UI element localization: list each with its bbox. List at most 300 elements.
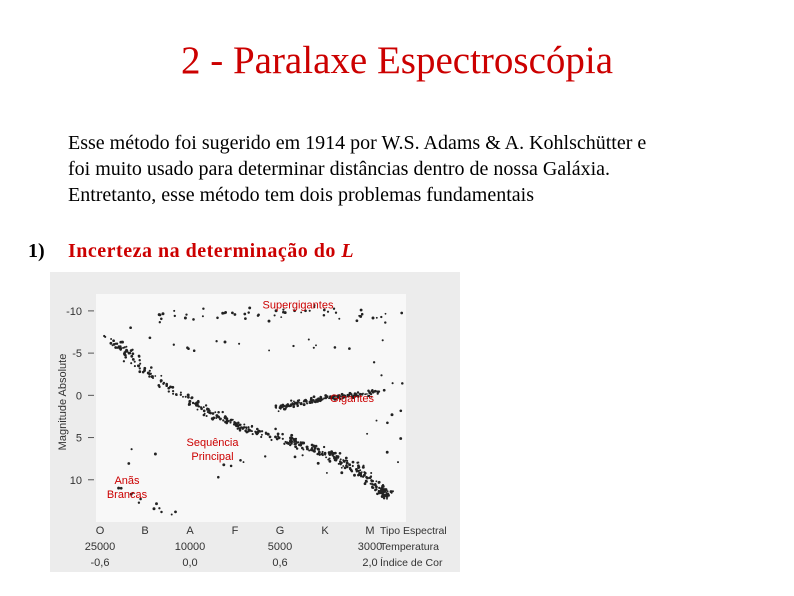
star-point-giants (288, 405, 290, 407)
star-point-main-sequence (261, 430, 263, 432)
star-point-main-sequence (384, 488, 386, 490)
star-point-main-sequence (172, 393, 174, 395)
temperature-label: 10000 (174, 541, 206, 553)
star-point-main-sequence (134, 361, 136, 363)
star-point-scattered (386, 451, 389, 454)
star-point-main-sequence (371, 480, 373, 482)
star-point-main-sequence (205, 404, 207, 406)
star-point-main-sequence (158, 386, 160, 388)
star-point-main-sequence (260, 436, 262, 438)
star-point-main-sequence (378, 482, 380, 484)
star-point-scattered (380, 374, 382, 376)
star-point-main-sequence (191, 396, 194, 399)
star-point-main-sequence (282, 438, 284, 440)
spectral-class-label: M (365, 525, 375, 537)
star-point-main-sequence (310, 449, 313, 452)
star-point-main-sequence (306, 447, 309, 450)
star-point-main-sequence (206, 408, 208, 410)
star-point-scattered (334, 346, 337, 349)
star-point-main-sequence (180, 391, 182, 393)
star-point-supergiants (192, 318, 195, 321)
star-point-main-sequence (383, 497, 385, 499)
star-point-giants (313, 395, 316, 398)
star-point-main-sequence (319, 454, 321, 456)
star-point-main-sequence (376, 493, 379, 496)
star-point-main-sequence (147, 372, 150, 375)
star-point-main-sequence (364, 482, 367, 485)
spectral-class-label: O (95, 525, 105, 537)
star-point-main-sequence (357, 466, 360, 469)
star-point-main-sequence (339, 452, 342, 455)
star-point-main-sequence (341, 467, 343, 469)
plot-area (96, 294, 406, 522)
star-point-main-sequence (296, 447, 298, 449)
star-point-main-sequence (287, 442, 289, 444)
y-axis-ticks (66, 306, 94, 487)
star-point-scattered (313, 347, 315, 349)
star-point-supergiants (400, 312, 403, 315)
star-point-main-sequence (222, 419, 224, 421)
star-point-main-sequence (317, 448, 320, 451)
star-point-scattered (222, 463, 225, 466)
star-point-white-dwarfs (138, 502, 140, 504)
star-point-main-sequence (197, 409, 199, 411)
star-point-main-sequence (203, 410, 206, 413)
star-point-main-sequence (356, 470, 358, 472)
star-point-scattered (224, 341, 227, 344)
star-point-main-sequence (171, 386, 174, 389)
star-point-main-sequence (328, 460, 331, 463)
star-point-main-sequence (112, 339, 115, 342)
star-point-main-sequence (192, 402, 194, 404)
star-point-giants (280, 406, 283, 409)
star-point-main-sequence (138, 355, 141, 358)
star-point-scattered (149, 336, 152, 339)
list-item-number: 1) (28, 240, 45, 262)
star-point-main-sequence (128, 352, 131, 355)
star-point-main-sequence (104, 336, 106, 338)
temperature-label: 25000 (84, 541, 116, 553)
star-point-supergiants (202, 307, 204, 309)
spectral-class-label: A (186, 525, 194, 537)
star-point-main-sequence (132, 352, 135, 355)
star-point-giants (296, 405, 299, 408)
star-point-main-sequence (209, 412, 211, 414)
star-point-main-sequence (246, 431, 249, 434)
star-point-main-sequence (233, 423, 236, 426)
star-point-main-sequence (370, 472, 372, 474)
star-point-main-sequence (295, 443, 297, 445)
star-point-supergiants (360, 309, 363, 312)
y-tick-label: 5 (75, 432, 82, 445)
region-label: Anãs (114, 475, 140, 487)
star-point-main-sequence (345, 457, 348, 460)
star-point-supergiants (338, 318, 340, 320)
star-point-main-sequence (362, 465, 364, 467)
star-point-main-sequence (349, 467, 352, 470)
star-point-main-sequence (115, 343, 117, 345)
list-item-label: Incerteza na determinação do (68, 240, 342, 262)
star-point-scattered (376, 420, 378, 422)
spectral-class-label: K (321, 525, 329, 537)
star-point-scattered (193, 349, 196, 352)
star-point-supergiants (356, 319, 359, 322)
star-point-giants (325, 397, 327, 399)
star-point-giants (322, 398, 324, 400)
star-point-main-sequence (344, 467, 347, 470)
star-point-giants (374, 390, 376, 392)
star-point-main-sequence (114, 346, 117, 349)
star-point-supergiants (173, 310, 175, 312)
star-point-main-sequence (230, 419, 232, 421)
star-point-main-sequence (323, 446, 325, 448)
star-point-main-sequence (289, 437, 291, 439)
x-axis-row-title: Tipo Espectral (380, 525, 447, 537)
star-point-main-sequence (130, 355, 133, 358)
star-point-giants (298, 399, 300, 401)
star-point-supergiants (358, 315, 360, 317)
star-point-scattered (121, 341, 124, 344)
star-point-giants (303, 403, 306, 406)
star-point-supergiants (243, 313, 246, 316)
star-point-scattered (348, 347, 351, 350)
star-point-main-sequence (339, 460, 341, 462)
star-point-main-sequence (387, 493, 390, 496)
star-point-giants (292, 405, 295, 408)
star-point-scattered (373, 361, 375, 363)
star-point-scattered (326, 472, 328, 474)
star-point-main-sequence (188, 402, 191, 405)
star-point-main-sequence (152, 375, 154, 377)
star-point-main-sequence (276, 437, 279, 440)
star-point-scattered (154, 453, 157, 456)
star-point-scattered (215, 340, 217, 342)
intro-paragraph (68, 130, 780, 208)
star-point-main-sequence (175, 393, 178, 396)
star-point-main-sequence (257, 432, 259, 434)
star-point-main-sequence (367, 477, 369, 479)
star-point-main-sequence (380, 489, 383, 492)
star-point-main-sequence (134, 365, 136, 367)
star-point-supergiants (380, 316, 382, 318)
star-point-main-sequence (203, 406, 205, 408)
star-point-main-sequence (215, 417, 217, 419)
star-point-giants (309, 401, 312, 404)
star-point-main-sequence (200, 406, 202, 408)
star-point-main-sequence (369, 477, 372, 480)
y-tick-label: -10 (66, 305, 82, 318)
star-point-main-sequence (337, 455, 340, 458)
star-point-main-sequence (236, 423, 238, 425)
star-point-main-sequence (386, 498, 388, 500)
star-point-supergiants (160, 318, 163, 321)
y-tick-label: 0 (75, 390, 82, 403)
star-point-giants (293, 401, 295, 403)
star-point-main-sequence (378, 487, 380, 489)
color-index-label: 0,6 (272, 557, 288, 569)
temperature-label: 3000 (357, 541, 383, 553)
star-point-main-sequence (353, 474, 356, 477)
star-point-main-sequence (137, 365, 139, 367)
star-point-main-sequence (165, 383, 168, 386)
star-point-main-sequence (321, 453, 323, 455)
star-point-scattered (382, 339, 384, 341)
star-point-main-sequence (242, 426, 244, 428)
star-point-main-sequence (334, 459, 336, 461)
star-point-scattered (294, 456, 297, 459)
star-point-white-dwarfs (158, 507, 160, 509)
star-point-main-sequence (372, 484, 374, 486)
star-point-main-sequence (290, 434, 293, 437)
star-point-supergiants (372, 317, 375, 320)
star-point-giants (324, 394, 327, 397)
star-point-main-sequence (348, 463, 351, 466)
star-point-main-sequence (375, 480, 377, 482)
star-point-scattered (131, 349, 133, 351)
star-point-main-sequence (226, 420, 229, 423)
star-point-main-sequence (211, 417, 214, 420)
star-point-main-sequence (283, 443, 285, 445)
star-point-supergiants (202, 315, 204, 317)
star-point-white-dwarfs (153, 507, 156, 510)
y-axis-label: Magnitude Absolute (57, 353, 69, 451)
color-index-label: 0,0 (182, 557, 198, 569)
star-point-main-sequence (124, 356, 127, 359)
star-point-giants (285, 405, 287, 407)
spectral-class-label: B (141, 525, 149, 537)
star-point-main-sequence (301, 447, 304, 450)
star-point-white-dwarfs (171, 513, 173, 515)
star-point-main-sequence (297, 441, 299, 443)
region-label: Supergigantes (262, 299, 334, 312)
star-point-white-dwarfs (155, 502, 158, 505)
region-label: Gigantes (329, 393, 375, 406)
luminosity-symbol: L (341, 240, 355, 262)
star-point-main-sequence (325, 456, 327, 458)
star-point-supergiants (234, 313, 237, 316)
star-point-main-sequence (130, 362, 132, 364)
star-point-main-sequence (149, 370, 151, 372)
star-point-main-sequence (215, 414, 218, 417)
star-point-main-sequence (214, 411, 216, 413)
region-label: Sequência (186, 437, 239, 449)
star-point-main-sequence (195, 404, 197, 406)
star-point-main-sequence (187, 394, 190, 397)
star-point-giants (300, 402, 303, 405)
star-point-main-sequence (365, 480, 368, 483)
star-point-giants (284, 408, 287, 411)
star-point-giants (377, 393, 379, 395)
star-point-supergiants (274, 314, 276, 316)
star-point-main-sequence (261, 434, 263, 436)
star-point-main-sequence (342, 459, 344, 461)
temperature-label: 5000 (267, 541, 293, 553)
star-point-main-sequence (138, 370, 141, 373)
star-point-main-sequence (206, 415, 208, 417)
star-point-main-sequence (357, 462, 359, 464)
star-point-main-sequence (198, 401, 200, 403)
star-point-main-sequence (333, 452, 335, 454)
star-point-scattered (340, 471, 343, 474)
x-axis-row-title: Índice de Cor (380, 557, 443, 569)
star-point-supergiants (159, 313, 162, 316)
star-point-main-sequence (346, 462, 349, 465)
star-point-main-sequence (290, 442, 293, 445)
star-point-giants (315, 399, 318, 402)
star-point-main-sequence (148, 375, 150, 377)
star-point-main-sequence (311, 444, 314, 447)
star-point-supergiants (257, 314, 260, 317)
star-point-main-sequence (375, 489, 377, 491)
star-point-giants (320, 397, 322, 399)
star-point-main-sequence (123, 346, 125, 348)
star-point-main-sequence (238, 424, 240, 426)
star-point-scattered (392, 382, 394, 384)
star-point-scattered (127, 462, 130, 465)
star-point-main-sequence (132, 358, 135, 361)
star-point-main-sequence (256, 428, 259, 431)
star-point-main-sequence (285, 441, 287, 443)
star-point-scattered (131, 448, 133, 450)
star-point-supergiants (384, 321, 386, 323)
star-point-main-sequence (110, 338, 112, 340)
star-point-main-sequence (160, 381, 162, 383)
star-point-main-sequence (295, 440, 298, 443)
star-point-main-sequence (359, 473, 362, 476)
star-point-main-sequence (277, 433, 280, 436)
star-point-main-sequence (208, 410, 211, 413)
star-point-scattered (386, 421, 389, 424)
star-point-main-sequence (340, 458, 342, 460)
region-label: Brancas (106, 489, 148, 501)
star-point-main-sequence (163, 382, 165, 384)
star-point-scattered (399, 409, 402, 412)
star-point-main-sequence (237, 428, 239, 430)
star-point-main-sequence (251, 425, 253, 427)
star-point-supergiants (174, 315, 176, 317)
star-point-giants (304, 399, 307, 402)
star-point-main-sequence (123, 360, 125, 362)
paragraph-line: foi muito usado para determinar distâncias dentro de nossa Galáxia. (68, 158, 611, 180)
spectral-class-label: F (231, 525, 239, 537)
star-point-scattered (268, 349, 270, 351)
color-index-label: 2,0 (362, 557, 378, 569)
star-point-main-sequence (154, 375, 156, 377)
star-point-main-sequence (270, 439, 272, 441)
star-point-scattered (302, 454, 304, 456)
star-point-main-sequence (251, 430, 253, 432)
star-point-main-sequence (172, 390, 174, 392)
star-point-main-sequence (372, 487, 374, 489)
star-point-main-sequence (387, 490, 389, 492)
star-point-supergiants (280, 316, 282, 318)
star-point-giants (306, 402, 308, 404)
star-point-main-sequence (139, 367, 141, 369)
star-point-main-sequence (109, 342, 112, 345)
star-point-supergiants (335, 312, 337, 314)
star-point-main-sequence (143, 367, 146, 370)
star-point-main-sequence (327, 459, 329, 461)
x-axis-labels (85, 525, 447, 569)
y-tick-label: 10 (69, 474, 82, 487)
star-point-scattered (401, 382, 404, 385)
star-point-supergiants (231, 312, 234, 315)
star-point-main-sequence (219, 418, 221, 420)
star-point-supergiants (248, 306, 251, 309)
star-point-main-sequence (248, 429, 251, 432)
spectral-class-label: G (275, 525, 285, 537)
star-point-main-sequence (364, 472, 366, 474)
star-point-scattered (238, 343, 240, 345)
star-point-supergiants (162, 312, 165, 315)
star-point-giants (278, 410, 280, 412)
star-point-main-sequence (351, 470, 353, 472)
region-label: Principal (191, 451, 234, 463)
star-point-giants (294, 402, 296, 404)
star-point-supergiants (216, 317, 219, 320)
star-point-scattered (366, 433, 368, 435)
star-point-supergiants (385, 313, 387, 315)
star-point-main-sequence (352, 465, 354, 467)
star-point-main-sequence (240, 426, 242, 428)
star-point-main-sequence (324, 454, 326, 456)
star-point-main-sequence (318, 451, 321, 454)
star-point-supergiants (185, 313, 187, 315)
color-index-label: -0,6 (90, 557, 110, 569)
star-point-main-sequence (322, 451, 324, 453)
star-point-scattered (391, 413, 394, 416)
y-tick-label: -5 (72, 348, 82, 361)
star-point-main-sequence (315, 445, 318, 448)
star-point-main-sequence (224, 416, 227, 419)
paragraph-line: Esse método foi sugerido em 1914 por W.S. Adams & A. Kohlschütter e (68, 132, 647, 154)
star-point-main-sequence (300, 442, 303, 445)
star-point-supergiants (300, 311, 302, 313)
star-point-scattered (239, 459, 242, 462)
star-point-scattered (173, 344, 175, 346)
star-point-main-sequence (160, 375, 162, 377)
slide-title: 2 - Paralaxe Espectroscópia (180, 39, 614, 82)
star-point-main-sequence (247, 426, 249, 428)
star-point-main-sequence (150, 366, 153, 369)
star-point-supergiants (244, 317, 247, 320)
hr-diagram (50, 272, 460, 572)
star-point-main-sequence (311, 447, 313, 449)
star-point-main-sequence (112, 344, 114, 346)
star-point-main-sequence (382, 484, 384, 486)
star-point-main-sequence (313, 450, 316, 453)
star-point-main-sequence (352, 461, 355, 464)
star-point-main-sequence (139, 363, 141, 365)
star-point-main-sequence (338, 463, 340, 465)
star-point-main-sequence (150, 373, 152, 375)
list-item-text (68, 240, 354, 262)
list-item-1 (28, 240, 354, 263)
star-point-main-sequence (274, 428, 277, 431)
star-point-main-sequence (252, 433, 254, 435)
star-point-supergiants (184, 317, 187, 320)
star-point-scattered (243, 461, 245, 463)
star-point-supergiants (247, 311, 249, 313)
star-point-scattered (264, 455, 266, 457)
star-point-main-sequence (333, 457, 335, 459)
star-point-white-dwarfs (174, 511, 177, 514)
star-point-main-sequence (342, 465, 344, 467)
star-point-main-sequence (269, 436, 272, 439)
star-point-main-sequence (391, 492, 393, 494)
star-point-main-sequence (229, 421, 231, 423)
star-point-supergiants (159, 321, 161, 323)
